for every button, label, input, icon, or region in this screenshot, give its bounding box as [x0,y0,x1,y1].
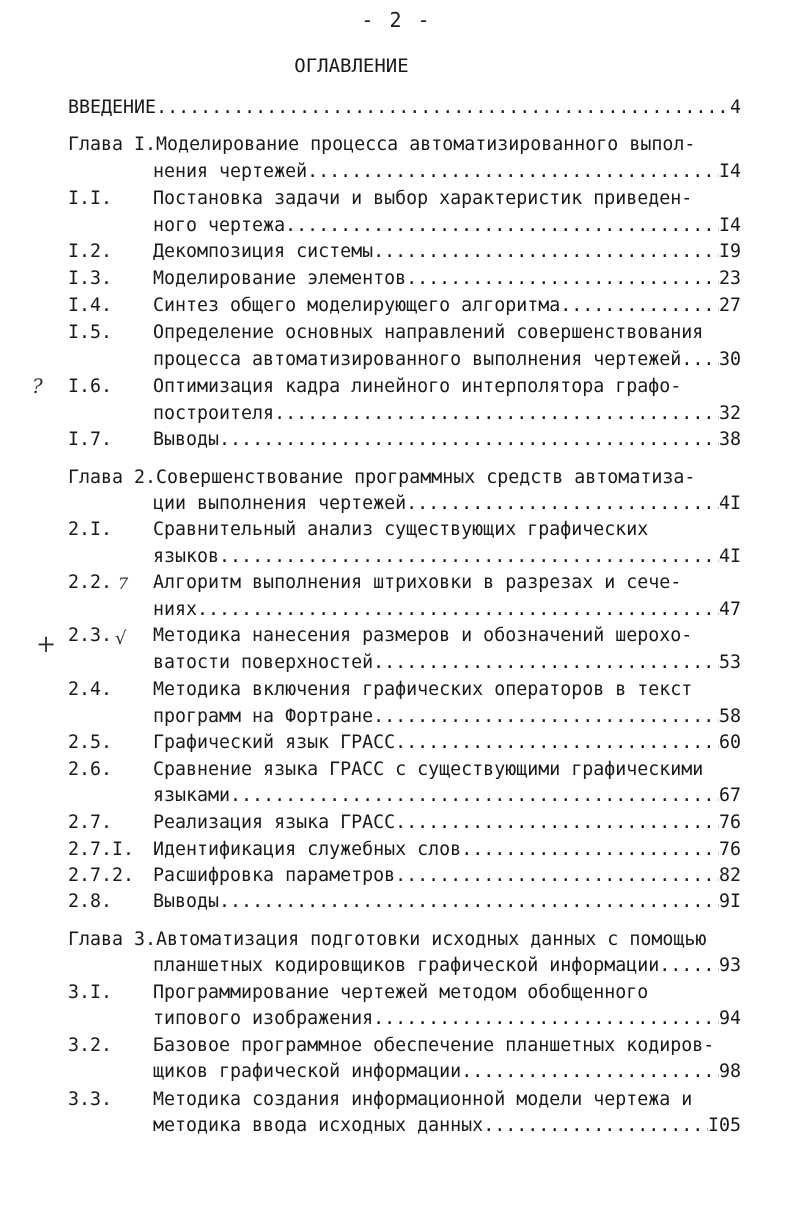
section-number: 2.2. [68,572,113,593]
section-title: Методика создания информационной модели чертежа и [153,1089,693,1110]
section-number: I.2. [68,241,113,262]
section-number: 2.I. [68,519,113,540]
toc-page-number: I4 [718,215,741,236]
section-number: 2.7. [68,812,113,833]
toc-page-number: 38 [718,429,741,450]
section-title-cont: программ на Фортране ..... 58 [153,704,741,730]
section-number: 2.8. [68,891,113,912]
section-title: Моделирование элементов ..... 23 [153,266,741,292]
section-title-cont: языков ..... 4I [153,544,741,570]
toc-page-number: 58 [718,706,741,727]
page-number: - 2 - [361,8,432,32]
chapter-2-heading: Глава 2.Совершенствование программных средств автоматиза- [68,467,696,488]
toc-page-number: 9I [718,891,741,912]
toc-page-number: I05 [707,1115,741,1136]
section-number: I.7. [68,429,113,450]
section-title: Сравнение языка ГРАСС с существующими графическими [153,759,704,780]
toc-page-number: 98 [718,1061,741,1082]
toc-page-number: 27 [718,295,741,316]
section-title: Идентификация служебных слов ..... 76 [153,837,741,863]
section-number: 2.5. [68,732,113,753]
handwritten-seven: 7 [118,574,129,593]
section-title: Реализация языка ГРАСС ..... 76 [153,810,741,836]
toc-page-number: 60 [718,732,741,753]
chapter-3-heading-cont: планшетных кодировщиков графической информации ..... 93 [153,953,741,979]
toc-page-number: 94 [718,1008,741,1029]
chapter-1-heading-cont: нения чертежей ..... I4 [153,159,741,185]
toc-page-number: 4I [718,546,741,567]
chapter-2-heading-cont: ции выполнения чертежей ..... 4I [153,491,741,517]
section-title-cont: ного чертежа ..... I4 [153,213,741,239]
section-title: Оптимизация кадра линейного интерполятора графо- [153,376,682,397]
toc-page-number: 47 [718,599,741,620]
chapter-3-heading: Глава 3.Автоматизация подготовки исходных данных с помощью [68,929,707,950]
toc-title: ОГЛАВЛЕНИЕ [294,55,409,77]
section-title-cont: процесса автоматизированного выполнения чертежей ..... 30 [153,347,741,373]
section-title: Алгоритм выполнения штриховки в разрезах и сече- [153,572,682,593]
toc-entry-text: ВВЕДЕНИЕ [68,97,157,118]
section-title-cont: языками ..... 67 [153,783,741,809]
toc-page-number: 30 [718,349,741,370]
section-number: 3.3. [68,1089,113,1110]
section-number: I.4. [68,295,113,316]
section-number: I.3. [68,268,113,289]
section-number: 3.2. [68,1035,113,1056]
section-title: Постановка задачи и выбор характеристик приведен- [153,188,693,209]
section-title: Декомпозиция системы ..... I9 [153,239,741,265]
section-title: Определение основных направлений совершенствования [153,322,704,343]
section-number: I.5. [68,322,113,343]
section-title-cont: типового изображения ..... 94 [153,1006,741,1032]
toc-page-number: 82 [718,865,741,886]
section-title-cont: ниях ..... 47 [153,597,741,623]
section-number: 2.7.I. [68,839,135,860]
section-number: I.I. [68,188,113,209]
section-title: Методика нанесения размеров и обозначений шерохо- [153,625,693,646]
toc-page-number: 32 [718,403,741,424]
section-number: 2.6. [68,759,113,780]
section-title: Расшифровка параметров ..... 82 [153,863,741,889]
section-number: 3.I. [68,982,113,1003]
toc-page-number: I4 [718,161,741,182]
toc-page-number: 4I [718,493,741,514]
section-title: Базовое программное обеспечение планшетных кодиров- [153,1035,715,1056]
section-title: Методика включения графических операторов в текст [153,679,693,700]
section-title-cont: ватости поверхностей ..... 53 [153,650,741,676]
toc-page-number: 76 [718,812,741,833]
section-title: Выводы ..... 9I [153,889,741,915]
section-title: Выводы ..... 38 [153,427,741,453]
section-title-cont: построителя ..... 32 [153,401,741,427]
section-number: 2.4. [68,679,113,700]
section-number: 2.7.2. [68,865,135,886]
toc-page-number: 4 [729,97,741,118]
section-title-cont: щиков графической информации ..... 98 [153,1059,741,1085]
section-title: Графический язык ГРАСС ..... 60 [153,730,741,756]
section-title: Программирование чертежей методом обобщенного [153,982,649,1003]
chapter-1-heading: Глава I.Моделирование процесса автоматизированного выпол- [68,134,696,155]
toc-entry-intro [68,95,741,121]
section-number: 2.3. [68,625,113,646]
section-title: Сравнительный анализ существующих графических [153,519,649,540]
toc-page-number: 93 [718,955,741,976]
handwritten-plus: + [36,630,57,658]
toc-page-number: 67 [718,785,741,806]
toc-page-number: I9 [718,241,741,262]
section-title-cont: методика ввода исходных данных ..... I05 [153,1113,741,1139]
toc-page-number: 53 [718,652,741,673]
toc-page-number: 23 [718,268,741,289]
section-number: I.6. [68,376,113,397]
handwritten-question-mark: ? [32,374,43,398]
section-title: Синтез общего моделирующего алгоритма ..... 27 [153,293,741,319]
toc-page-number: 76 [718,839,741,860]
handwritten-checkmark: √ [115,628,127,649]
